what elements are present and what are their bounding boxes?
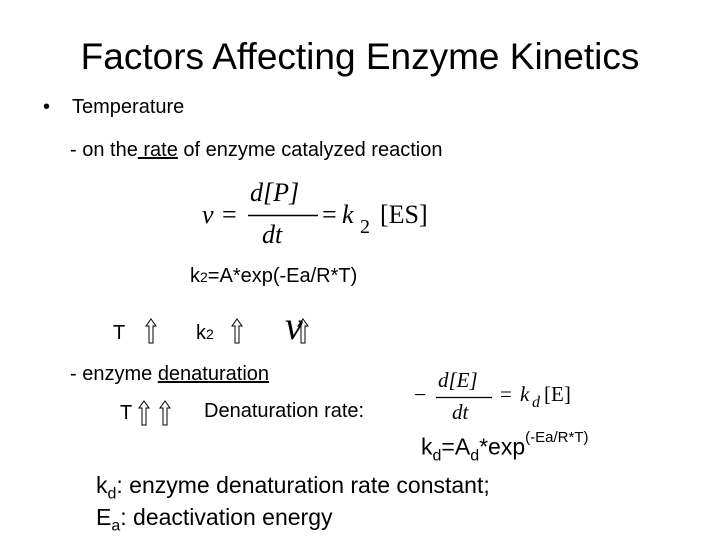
point-denaturation-prefix: - enzyme: [70, 363, 158, 385]
rate-eq-lhs: v: [202, 200, 214, 229]
up-arrow-icon: [230, 318, 244, 344]
up-arrow-icon: [137, 400, 151, 426]
den-eq-k: k: [520, 382, 530, 406]
arrhenius-k-sub: 2: [200, 269, 208, 285]
rate-eq-fraction-bar: [248, 214, 320, 217]
definition-kd-text: : enzyme denaturation rate constant;: [116, 472, 490, 498]
definition-kd: [96, 472, 490, 504]
definition-kd-k: k: [96, 472, 108, 498]
trend-t: T: [113, 322, 126, 344]
den-eq-denominator: dt: [452, 400, 469, 424]
rate-eq-equals: =: [222, 200, 237, 229]
point-rate: [70, 139, 442, 162]
definition-ea-text: : deactivation energy: [120, 504, 333, 530]
rate-eq-es: [ES]: [380, 200, 428, 229]
rate-eq-equals-2: =: [322, 200, 337, 229]
kd-eq-a-sub: d: [470, 447, 480, 465]
denaturation-equation: [410, 368, 590, 430]
arrhenius-equation: [190, 265, 357, 288]
point-denaturation-underlined: denaturation: [157, 363, 270, 385]
arrhenius-rhs: =A*exp(-Ea/R*T): [207, 265, 358, 287]
kd-eq-k: k: [421, 433, 433, 460]
den-eq-equals: =: [500, 382, 512, 406]
point-rate-underlined: rate: [137, 139, 178, 161]
denaturation-rate-label: Denaturation rate:: [204, 400, 365, 422]
rate-eq-denominator: dt: [262, 220, 283, 249]
trend-v: v: [285, 303, 303, 348]
kd-eq-k-sub: d: [432, 447, 442, 465]
denaturation-t: T: [120, 402, 133, 424]
rate-equation: [200, 178, 450, 250]
den-eq-numerator: d[E]: [438, 368, 478, 392]
den-eq-minus: −: [414, 382, 427, 407]
rate-eq-k: k: [342, 200, 354, 229]
point-denaturation: [70, 363, 269, 386]
trend-k-sub: 2: [206, 326, 214, 342]
den-eq-e: [E]: [544, 382, 571, 406]
definition-kd-sub: d: [107, 485, 117, 503]
up-arrow-icon: [158, 400, 172, 426]
den-eq-k-sub: d: [532, 394, 540, 411]
rate-eq-numerator: d[P]: [250, 178, 300, 207]
kd-eq-a: =A: [441, 433, 471, 460]
kd-equation: [421, 429, 589, 465]
bullet-marker: •: [43, 96, 51, 118]
arrhenius-k: k: [190, 265, 200, 287]
definition-ea-sub: a: [111, 517, 121, 535]
kd-eq-exponent: (-Ea/R*T): [525, 429, 589, 446]
den-eq-fraction-bar: [436, 396, 494, 399]
up-arrow-icon: [144, 318, 158, 344]
definition-ea: [96, 504, 333, 536]
kd-eq-exp: *exp: [479, 433, 526, 460]
rate-eq-k-sub: 2: [360, 216, 370, 238]
point-rate-suffix: of enzyme catalyzed reaction: [177, 139, 443, 161]
up-arrow-icon: [296, 318, 310, 344]
slide-title: Factors Affecting Enzyme Kinetics: [80, 36, 640, 77]
trend-k2: [196, 322, 214, 345]
definition-ea-e: E: [96, 504, 112, 530]
bullet-temperature: Temperature: [72, 96, 185, 118]
trend-k: k: [196, 322, 206, 344]
point-rate-prefix: - on the: [70, 139, 138, 161]
